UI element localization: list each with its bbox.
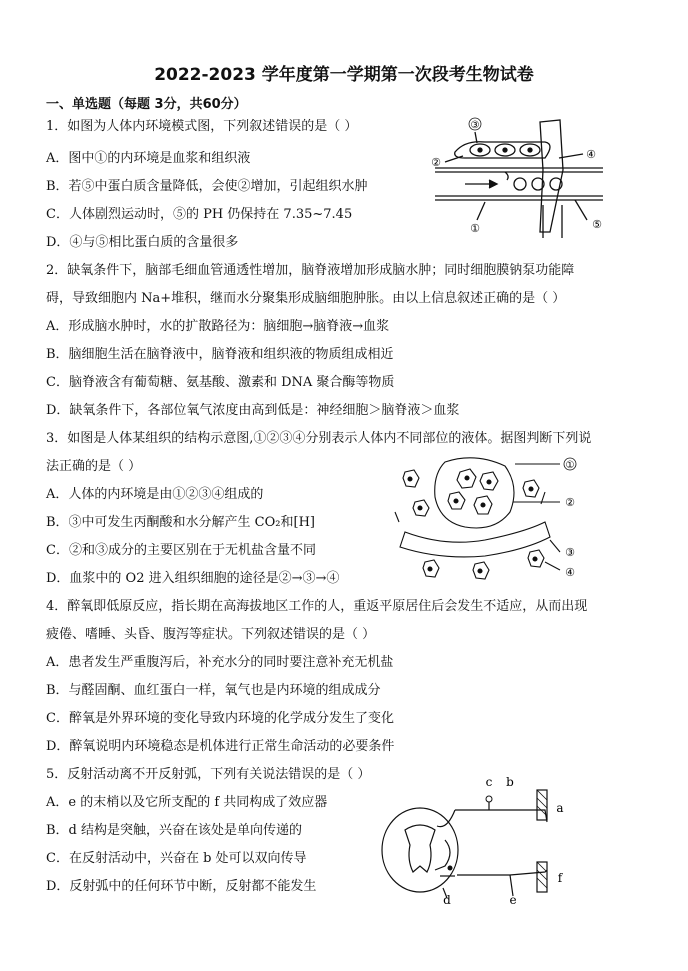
q3-option-a: A．人体的内环境是由①②③④组成的 bbox=[46, 487, 264, 502]
q5-option-c: C．在反射活动中，兴奋在 b 处可以双向传导 bbox=[46, 851, 307, 866]
q1-figure bbox=[425, 110, 625, 245]
section-heading: 一、单选题（每题 3分，共60分） bbox=[46, 97, 247, 112]
q3-option-b: B．③中可发生丙酮酸和水分解产生 CO₂和[H] bbox=[46, 515, 315, 530]
q3-option-d: D．血浆中的 O2 进入组织细胞的途径是②→③→④ bbox=[46, 571, 340, 586]
q1-option-b: B．若⑤中蛋白质含量降低，会使②增加，引起组织水肿 bbox=[46, 179, 368, 194]
q5-label-f: f bbox=[557, 871, 563, 885]
q5-label-e: e bbox=[509, 893, 517, 907]
q2-option-c: C．脑脊液含有葡萄糖、氨基酸、激素和 DNA 聚合酶等物质 bbox=[46, 375, 395, 390]
q5-label-d: d bbox=[443, 893, 451, 907]
q4-stem-line2: 疲倦、嗜睡、头昏、腹泻等症状。下列叙述错误的是（ ） bbox=[46, 627, 376, 642]
q5-option-a: A．e 的末梢以及它所支配的 f 共同构成了效应器 bbox=[46, 795, 328, 810]
q1-option-d: D．④与⑤相比蛋白质的含量很多 bbox=[46, 235, 239, 250]
q5-stem: 5．反射活动离不开反射弧，下列有关说法错误的是（ ） bbox=[46, 767, 371, 782]
q5-label-c: c bbox=[485, 775, 493, 789]
q1-label-1: ① bbox=[470, 222, 480, 235]
q3-label-1: ① bbox=[565, 460, 575, 471]
q3-label-4: ④ bbox=[565, 566, 575, 579]
q3-figure bbox=[385, 452, 605, 587]
q3-stem-line2: 法正确的是（ ） bbox=[46, 459, 142, 474]
q5-figure bbox=[375, 770, 585, 910]
q3-label-2: ② bbox=[565, 496, 575, 509]
q1-label-2: ② bbox=[431, 156, 441, 169]
q1-label-5: ⑤ bbox=[592, 218, 602, 231]
q5-option-b: B．d 结构是突触，兴奋在该处是单向传递的 bbox=[46, 823, 303, 838]
q4-option-c: C．醉氧是外界环境的变化导致内环境的化学成分发生了变化 bbox=[46, 711, 394, 726]
q1-option-a: A．图中①的内环境是血浆和组织液 bbox=[46, 151, 251, 166]
q1-stem: 1．如图为人体内环境模式图，下列叙述错误的是（ ） bbox=[46, 119, 358, 134]
q1-label-3: ③ bbox=[470, 120, 480, 131]
q5-label-a: a bbox=[556, 801, 564, 815]
q5-label-b: b bbox=[506, 775, 514, 789]
q2-option-a: A．形成脑水肿时，水的扩散路径为：脑细胞→脑脊液→血浆 bbox=[46, 319, 390, 334]
page-title: 2022-2023 学年度第一学期第一次段考生物试卷 bbox=[154, 65, 534, 85]
q3-stem-line1: 3．如图是人体某组织的结构示意图,①②③④分别表示人体内不同部位的液体。据图判断下列说 bbox=[46, 431, 592, 446]
q1-option-c: C．人体剧烈运动时，⑤的 PH 仍保持在 7.35~7.45 bbox=[46, 207, 353, 222]
q4-stem-line1: 4．醉氧即低原反应，指长期在高海拔地区工作的人，重返平原居住后会发生不适应，从而出现 bbox=[46, 599, 588, 614]
q2-option-d: D．缺氧条件下，各部位氧气浓度由高到低是：神经细胞＞脑脊液＞血浆 bbox=[46, 403, 460, 418]
q2-stem-line2: 碍，导致细胞内 Na+堆积，继而水分聚集形成脑细胞肿胀。由以上信息叙述正确的是（ ） bbox=[46, 291, 566, 306]
q3-label-3: ③ bbox=[565, 546, 575, 559]
q5-option-d: D．反射弧中的任何环节中断，反射都不能发生 bbox=[46, 879, 317, 894]
q4-option-b: B．与醛固酮、血红蛋白一样，氧气也是内环境的组成成分 bbox=[46, 683, 381, 698]
q4-option-d: D．醉氧说明内环境稳态是机体进行正常生命活动的必要条件 bbox=[46, 739, 395, 754]
q1-label-4: ④ bbox=[586, 148, 596, 161]
q4-option-a: A．患者发生严重腹泻后，补充水分的同时要注意补充无机盐 bbox=[46, 655, 394, 670]
q2-stem-line1: 2．缺氧条件下，脑部毛细血管通透性增加，脑脊液增加形成脑水肿；同时细胞膜钠泵功能障 bbox=[46, 263, 575, 278]
q3-option-c: C．②和③成分的主要区别在于无机盐含量不同 bbox=[46, 543, 316, 558]
q2-option-b: B．脑细胞生活在脑脊液中，脑脊液和组织液的物质组成相近 bbox=[46, 347, 394, 362]
